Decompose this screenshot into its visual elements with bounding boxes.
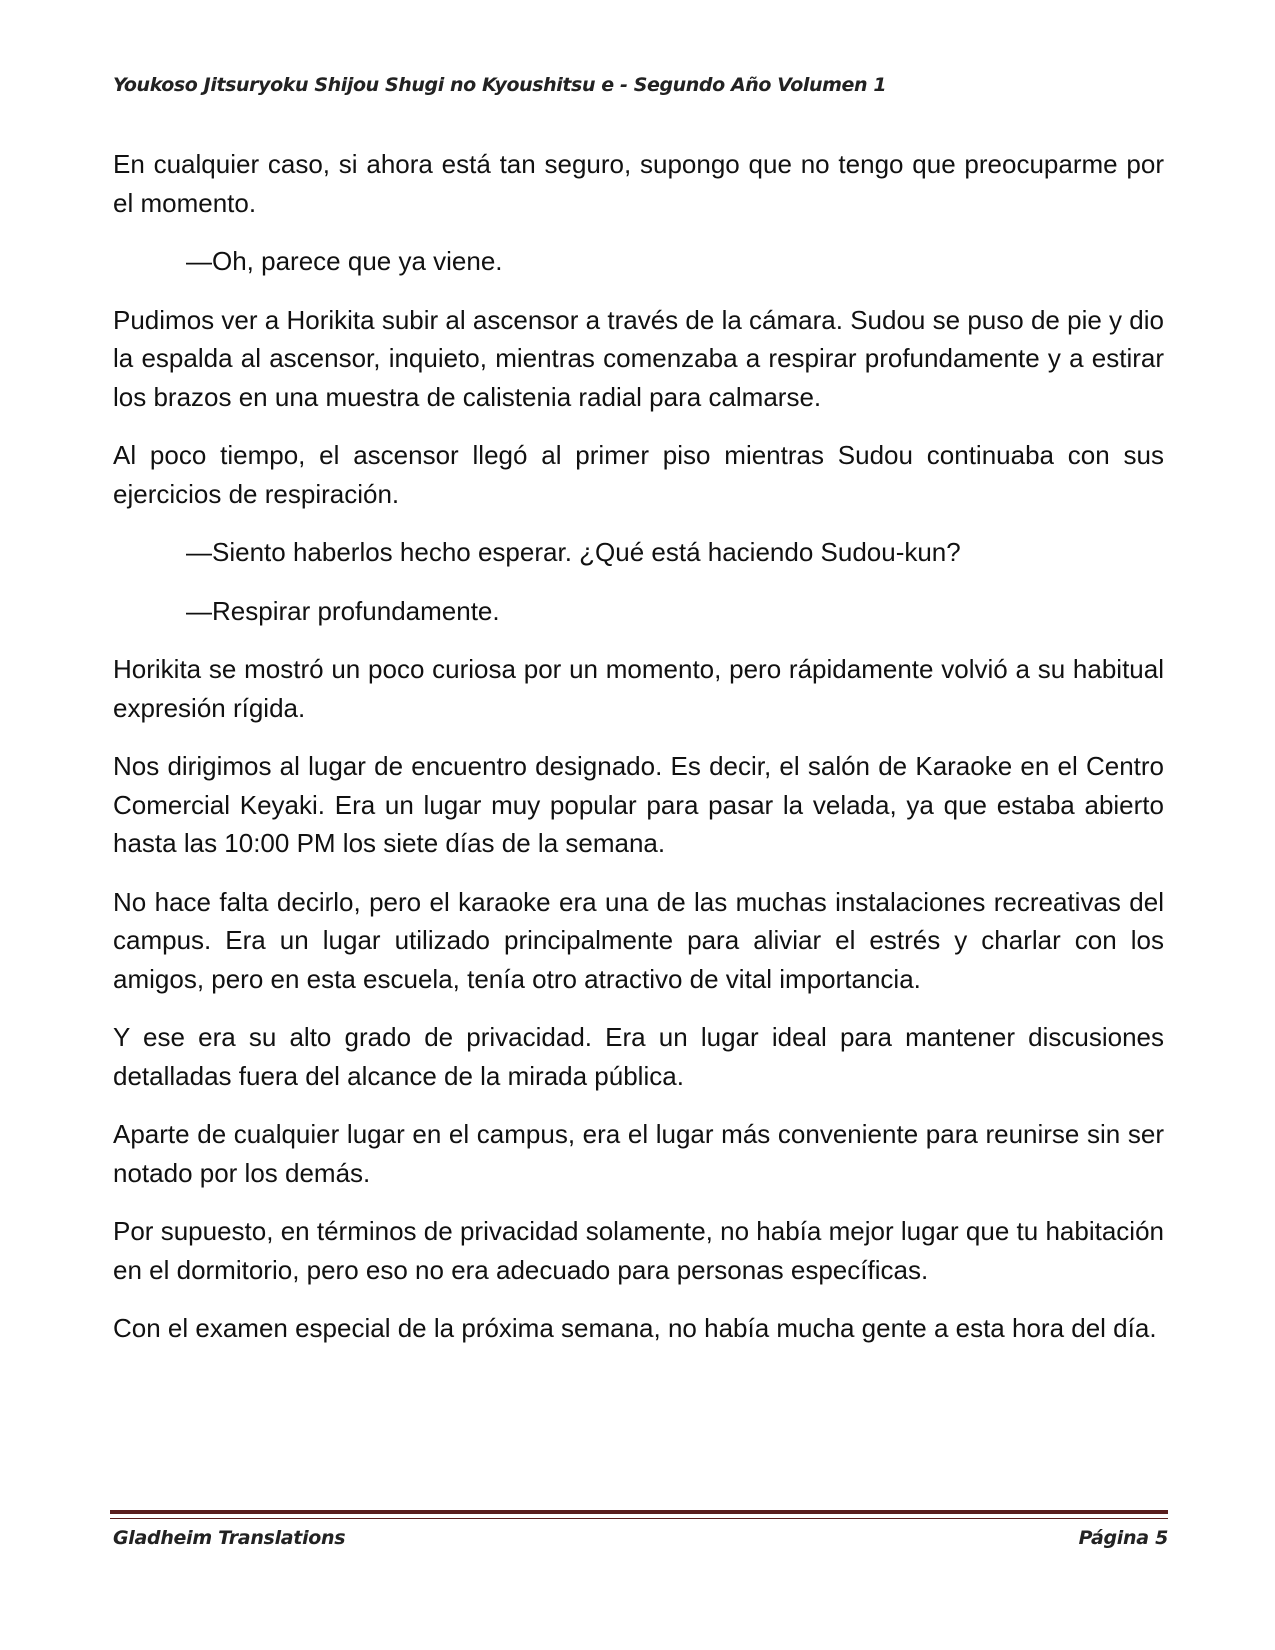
paragraph: Con el examen especial de la próxima semana, no había mucha gente a esta hora del día.: [113, 1313, 1157, 1343]
paragraph: Por supuesto, en términos de privacidad solamente, no había mejor lugar que tu habitación en el dormitorio, pero eso no era adecuado para personas específicas.: [113, 1216, 1164, 1285]
paragraph: Y ese era su alto grado de privacidad. Era un lugar ideal para mantener discusiones detalladas fuera del alcance de la mirada pública.: [113, 1022, 1164, 1091]
dialogue-line: —Oh, parece que ya viene.: [186, 246, 503, 276]
footer-publisher: Gladheim Translations: [113, 1527, 346, 1549]
dialogue-line: —Siento haberlos hecho esperar. ¿Qué está haciendo Sudou-kun?: [186, 537, 961, 567]
page-number: Página 5: [1078, 1527, 1168, 1549]
paragraph: Pudimos ver a Horikita subir al ascensor a través de la cámara. Sudou se puso de pie y dio la espalda al ascensor, inquieto, mientras comenzaba a respirar profundamente y a estirar los brazos en una muestra de calistenia radial para calmarse.: [113, 304, 1164, 412]
dialogue-line: —Respirar profundamente.: [186, 595, 500, 626]
paragraph: Aparte de cualquier lugar en el campus, era el lugar más conveniente para reunirse sin ser notado por los demás.: [113, 1119, 1164, 1188]
paragraph: Al poco tiempo, el ascensor llegó al primer piso mientras Sudou continuaba con sus ejercicios de respiración.: [113, 440, 1164, 509]
running-header: Youkoso Jitsuryoku Shijou Shugi no Kyoushitsu e - Segundo Año Volumen 1: [113, 74, 887, 96]
footer-rule-thin: [110, 1518, 1168, 1519]
paragraph: Nos dirigimos al lugar de encuentro designado. Es decir, el salón de Karaoke en el Centro Comercial Keyaki. Era un lugar muy popular para pasar la velada, ya que estaba abierto hasta las 10:00 PM los siete días de la semana.: [113, 751, 1164, 858]
paragraph: Horikita se mostró un poco curiosa por un momento, pero rápidamente volvió a su habitual expresión rígida.: [113, 654, 1164, 723]
page-body: [113, 145, 1164, 1368]
paragraph: No hace falta decirlo, pero el karaoke era una de las muchas instalaciones recreativas del campus. Era un lugar utilizado principalmente para aliviar el estrés y charlar con los amigos, pero en esta escuela, tenía otro atractivo de vital importancia.: [113, 886, 1164, 994]
footer-rule: [110, 1510, 1168, 1514]
paragraph: En cualquier caso, si ahora está tan seguro, supongo que no tengo que preocuparme por el momento.: [113, 149, 1164, 218]
